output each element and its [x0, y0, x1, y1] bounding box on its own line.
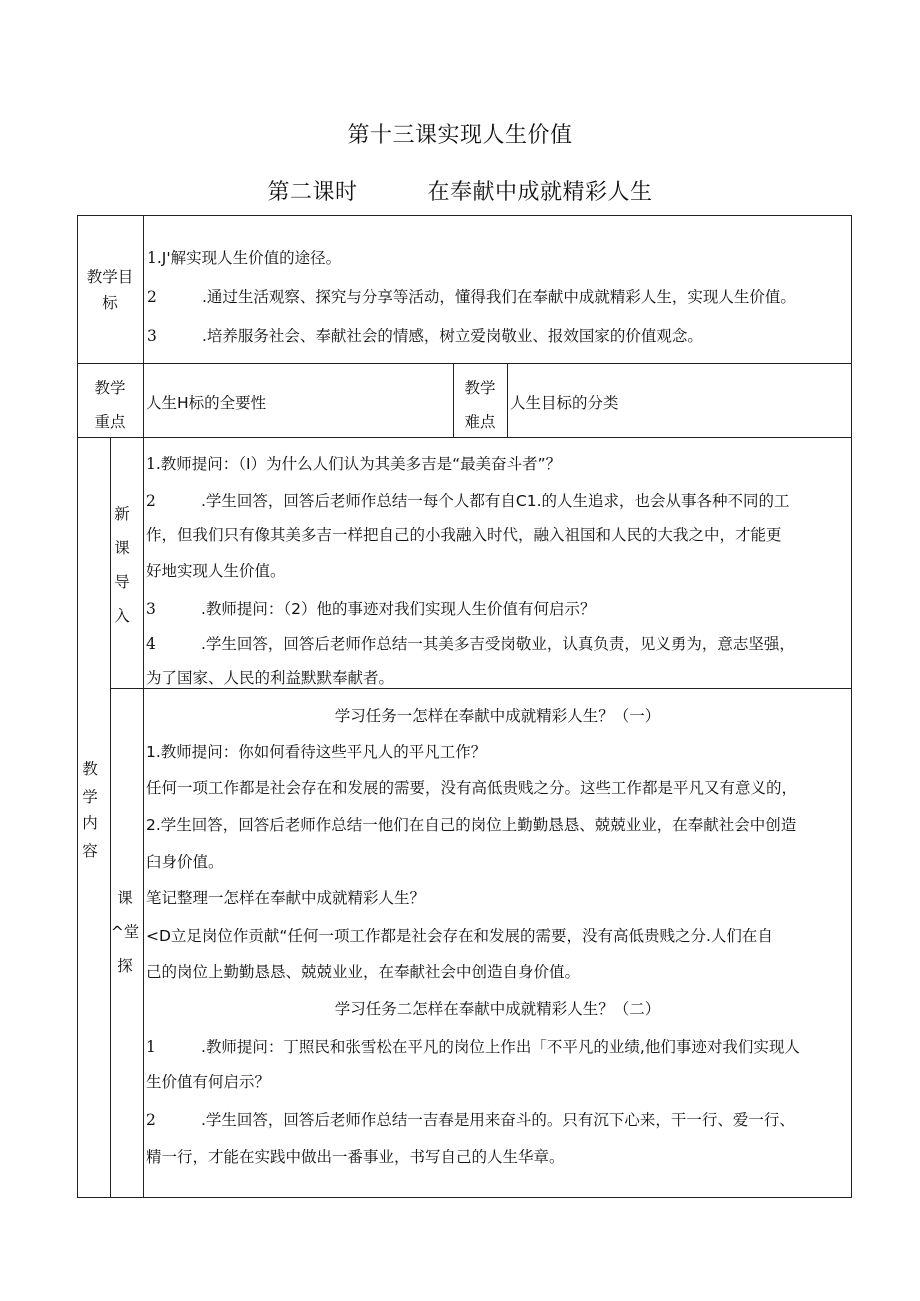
explore-line: 1.教师提问：你如何看待这些平凡人的平凡工作？ — [146, 743, 487, 761]
intro-line: 1.教师提问：（I）为什么人们认为其美多吉是“最美奋斗者”？ — [146, 455, 562, 473]
intro-line: 作，但我们只有像其美多吉一样把自己的小我融入时代，融入祖国和人民的大我之中，才能更 — [146, 526, 782, 544]
difficulty-label: 教学 难点 — [464, 379, 496, 431]
lesson-subtitle — [0, 175, 920, 206]
intro-line: 4 .学生回答，回答后老师作总结一其美多吉受岗敬业，认真负责，见义勇为，意志坚强， — [146, 635, 795, 653]
objective-item: 3 .培养服务社会、奉献社会的情感，树立爱岗敬业、报效国家的价值观念。 — [147, 327, 703, 345]
explore-line: <D立足岗位作贡献“任何一项工作都是社会存在和发展的需要，没有高低贵贱之分.人们在自 — [146, 927, 773, 945]
task1-title: 学习任务一怎样在奉献中成就精彩人生？（一） — [334, 707, 661, 725]
explore-line: 精一行，才能在实践中做出一番事业，书写自己的人生华章。 — [146, 1148, 565, 1166]
intro-line: 好地实现人生价值。 — [146, 562, 286, 580]
explore-line: 笔记整理一怎样在奉献中成就精彩人生？ — [146, 889, 426, 907]
objective-item: 1.J'解实现人生价值的途径。 — [147, 249, 342, 267]
explore-line: 任何一项工作都是社会存在和发展的需要，没有高低贵贱之分。这些工作都是平凡又有意义的， — [146, 779, 798, 797]
explore-line: 2.学生回答，回答后老师作总结一他们在自己的岗位上勤勤恳恳、兢兢业业，在奉献社会中创造 — [146, 816, 797, 834]
content-label: 教 学 内 容 — [82, 760, 98, 860]
intro-line: 2 .学生回答，回答后老师作总结一每个人都有自C1.的人生追求，也会从事各种不同的工 — [146, 492, 790, 510]
objective-item: 2 .通过生活观察、探究与分享等活动，懂得我们在奉献中成就精彩人生，实现人生价值。 — [147, 288, 796, 306]
key-points-label: 教学 重点 — [94, 379, 126, 431]
key-points-value: 人生H标的全要性 — [146, 394, 267, 412]
period-label: 第二课时 — [267, 180, 358, 205]
explore-section-label: 课 ^堂 探 — [110, 889, 140, 975]
intro-line: 3 .教师提问：（2）他的事迹对我们实现人生价值有何启示？ — [146, 600, 596, 618]
explore-line: 己的岗位上勤勤恳恳、兢兢业业，在奉献社会中创造自身价值。 — [146, 963, 581, 981]
intro-line: 为了国家、人民的利益默默奉献者。 — [146, 669, 395, 687]
objectives-label: 教学目 标 — [86, 268, 134, 312]
explore-line: 生价值有何启示？ — [146, 1073, 271, 1091]
explore-line: 2 .学生回答，回答后老师作总结一吉春是用来奋斗的。只有沉下心来，干一行、爱一行、 — [146, 1111, 795, 1129]
difficulty-value: 人生目标的分类 — [510, 394, 619, 412]
subtitle-text: 在奉献中成就精彩人生 — [427, 180, 653, 205]
lesson-title: 第十三课实现人生价值 — [347, 123, 573, 148]
explore-line: 1 .教师提问：丁照民和张雪松在平凡的岗位上作出「不平凡的业绩,他们事迹对我们实现人 — [146, 1038, 800, 1056]
intro-section-label: 新 课 导 入 — [114, 505, 130, 625]
task2-title: 学习任务二怎样在奉献中成就精彩人生？（二） — [334, 1000, 661, 1018]
explore-line: 臼身价值。 — [146, 853, 224, 871]
